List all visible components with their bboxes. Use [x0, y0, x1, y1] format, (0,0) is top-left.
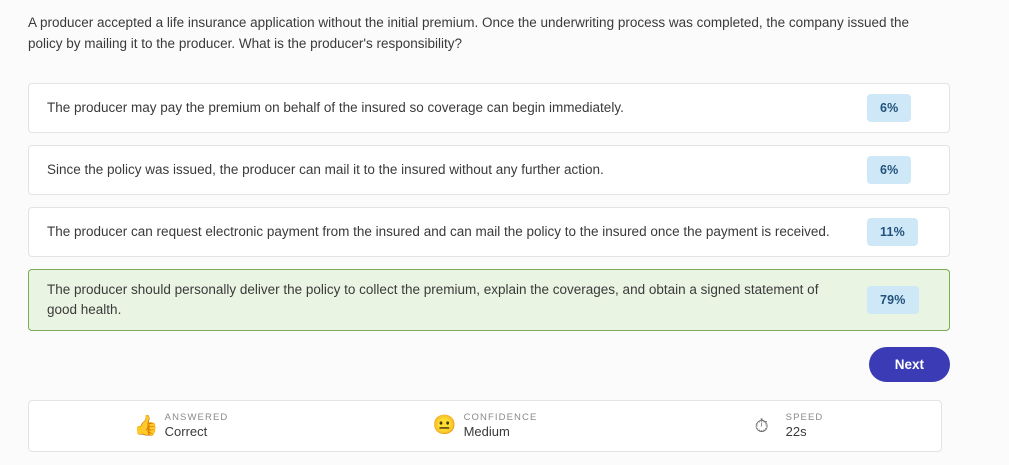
answer-option[interactable] [28, 207, 950, 257]
answer-option-text: The producer should personally deliver the policy to collect the premium, explain the coverages, and obtain a signed statement of good health. [47, 282, 819, 317]
answer-option-text: The producer may pay the premium on behalf of the insured so coverage can begin immediately. [47, 100, 624, 115]
stat-answered [29, 412, 333, 440]
answer-option-text: The producer can request electronic payment from the insured and can mail the policy to the insured once the payment is received. [47, 224, 830, 239]
answer-option-percent: 11% [867, 218, 918, 246]
stat-confidence [333, 412, 637, 440]
thumbs-up-icon: 👍 [133, 415, 159, 437]
stopwatch-icon: ⏱ [754, 416, 769, 436]
stat-label: ANSWERED [164, 412, 229, 423]
answer-list [28, 83, 950, 343]
answer-option-text: Since the policy was issued, the producer can mail it to the insured without any further action. [47, 162, 604, 177]
next-button-row [28, 347, 950, 382]
stat-value: 22s [785, 424, 807, 439]
question-text: A producer accepted a life insurance application without the initial premium. Once the underwriting process was completed, the company issued the policy by mailing it to the producer. What is the producer's responsibility? [28, 15, 909, 51]
answer-option-correct[interactable] [28, 269, 950, 331]
stat-value: Correct [164, 424, 208, 439]
stats-bar [28, 400, 942, 452]
answer-option[interactable] [28, 83, 950, 133]
stat-value: Medium [463, 424, 510, 439]
answer-option-percent: 79% [867, 286, 919, 314]
answer-option-percent: 6% [867, 156, 911, 184]
stat-speed [637, 412, 941, 440]
neutral-face-icon: 😐 [432, 415, 457, 436]
stat-label: SPEED [785, 412, 824, 423]
answer-option-percent: 6% [867, 94, 911, 122]
next-button[interactable]: Next [869, 347, 950, 382]
answer-option[interactable] [28, 145, 950, 195]
stat-label: CONFIDENCE [463, 412, 538, 423]
